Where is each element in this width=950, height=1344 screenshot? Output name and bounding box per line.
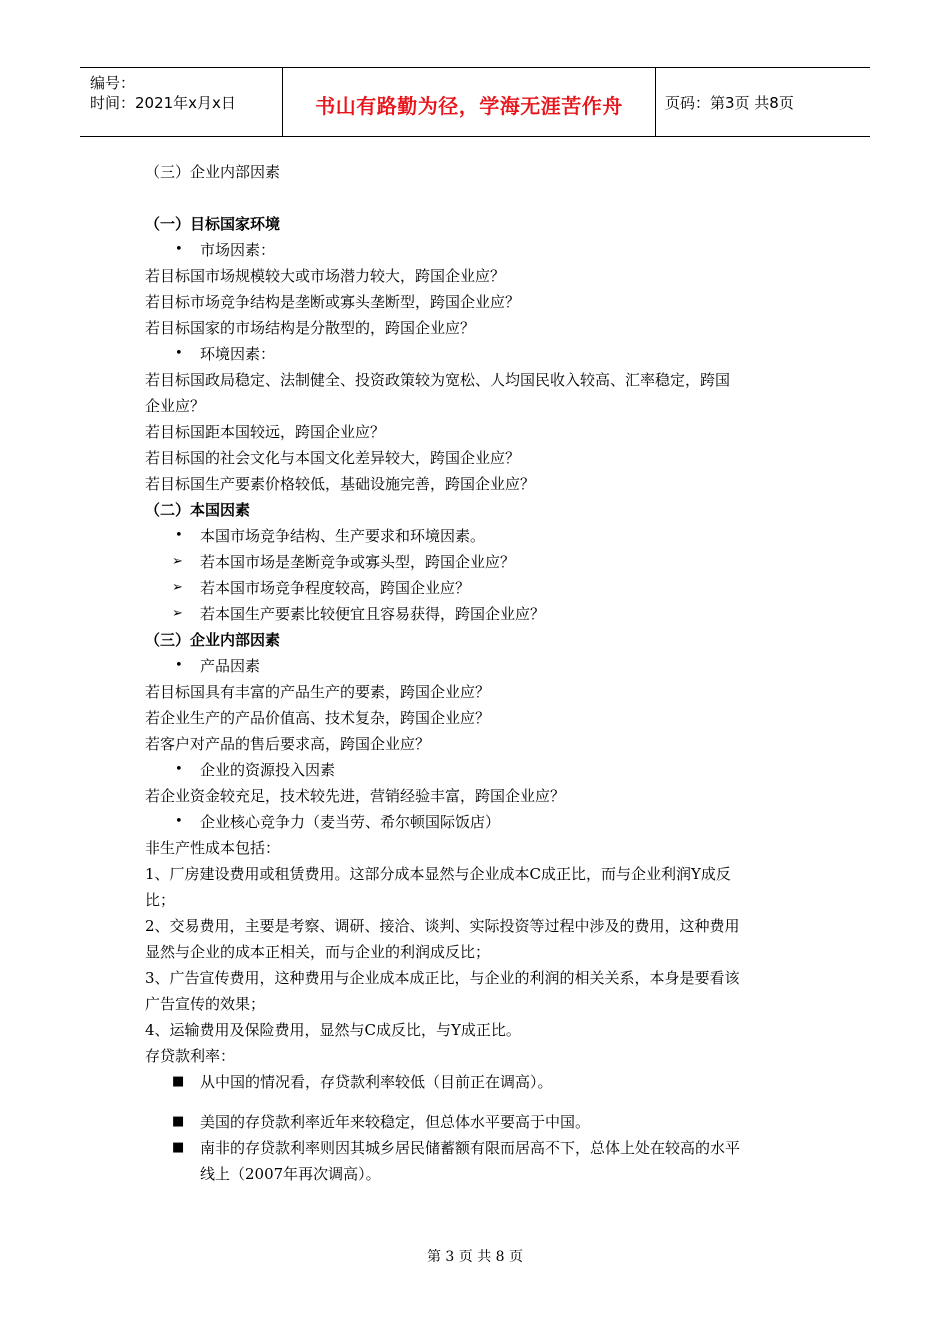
paragraph-line: 若目标国生产要素价格较低，基础设施完善，跨国企业应？: [145, 475, 536, 493]
paragraph-line: 若目标国家的市场结构是分散型的，跨国企业应？: [145, 319, 476, 337]
paragraph-line: 企业应？: [145, 397, 206, 415]
paragraph-line: 2、交易费用，主要是考察、调研、接洽、谈判、实际投资等过程中涉及的费用，这种费用: [145, 917, 740, 935]
bullet-item: 环境因素：: [200, 345, 276, 363]
header-motto-cell: [282, 68, 656, 136]
bullet-item: 企业的资源投入因素: [200, 761, 336, 779]
section-heading: （一）目标国家环境: [145, 215, 281, 233]
section-heading: （二）本国因素: [145, 501, 251, 519]
bullet-item: 若本国市场竞争程度较高，跨国企业应？: [200, 579, 471, 597]
paragraph-line: 广告宣传的效果；: [145, 995, 266, 1013]
document-date-label: 时间：2021年x月x日: [90, 94, 236, 112]
paragraph-line: 3、广告宣传费用，这种费用与企业成本成正比，与企业的利润的相关关系，本身是要看该: [145, 969, 740, 987]
bullet-item: 市场因素：: [200, 241, 276, 259]
arrow-bullet-icon: ➢: [172, 606, 183, 621]
square-bullet-icon: ■: [172, 1074, 185, 1089]
paragraph-line: 若目标国的社会文化与本国文化差异较大，跨国企业应？: [145, 449, 521, 467]
bullet-item: 企业核心竞争力（麦当劳、希尔顿国际饭店）: [200, 813, 501, 831]
paragraph-line: 若企业生产的产品价值高、技术复杂，跨国企业应？: [145, 709, 491, 727]
paragraph-line: 1、厂房建设费用或租赁费用。这部分成本显然与企业成本C成正比，而与企业利润Y成反: [145, 865, 731, 883]
bullet-item: 若本国市场是垄断竞争或寡头型，跨国企业应？: [200, 553, 516, 571]
header-page-cell: [655, 68, 870, 136]
arrow-bullet-icon: ➢: [172, 554, 183, 569]
paragraph-line: 显然与企业的成本正相关，而与企业的利润成反比；: [145, 943, 491, 961]
bullet-item: 美国的存贷款利率近年来较稳定，但总体水平要高于中国。: [200, 1113, 591, 1131]
paragraph-line: 4、运输费用及保险费用，显然与C成反比，与Y成正比。: [145, 1021, 521, 1039]
square-bullet-icon: ■: [172, 1114, 185, 1129]
bullet-dot-icon: •: [175, 658, 183, 673]
arrow-bullet-icon: ➢: [172, 580, 183, 595]
page-header: [80, 67, 870, 137]
paragraph-line: 若目标国具有丰富的产品生产的要素，跨国企业应？: [145, 683, 491, 701]
paragraph-line: 若目标国市场规模较大或市场潜力较大，跨国企业应？: [145, 267, 506, 285]
bullet-item: 产品因素: [200, 657, 261, 675]
bullet-item: 若本国生产要素比较便宜且容易获得，跨国企业应？: [200, 605, 546, 623]
bullet-item: 本国市场竞争结构、生产要求和环境因素。: [200, 527, 486, 545]
bullet-item: 从中国的情况看，存贷款利率较低（目前正在调高）。: [200, 1073, 553, 1091]
bullet-dot-icon: •: [175, 814, 183, 829]
bullet-dot-icon: •: [175, 528, 183, 543]
bullet-item-continuation: 线上（2007年再次调高）。: [200, 1165, 381, 1183]
section-heading: （三）企业内部因素: [145, 631, 281, 649]
document-number-label: 编号：: [90, 74, 136, 92]
paragraph-line: 若目标市场竞争结构是垄断或寡头垄断型，跨国企业应？: [145, 293, 521, 311]
paragraph-line: 比；: [145, 891, 176, 909]
bullet-dot-icon: •: [175, 242, 183, 257]
header-left-cell: [80, 68, 282, 136]
bullet-item: 南非的存贷款利率则因其城乡居民储蓄额有限而居高不下，总体上处在较高的水平: [200, 1139, 741, 1157]
section-heading: （三）企业内部因素: [145, 163, 281, 181]
bullet-dot-icon: •: [175, 762, 183, 777]
paragraph-line: 存贷款利率：: [145, 1047, 236, 1065]
square-bullet-icon: ■: [172, 1140, 185, 1155]
header-page-info: 页码：第3页 共8页: [665, 94, 794, 112]
paragraph-line: 若目标国距本国较远，跨国企业应？: [145, 423, 386, 441]
paragraph-line: 若目标国政局稳定、法制健全、投资政策较为宽松、人均国民收入较高、汇率稳定，跨国: [145, 371, 731, 389]
bullet-dot-icon: •: [175, 346, 183, 361]
page-footer: 第 3 页 共 8 页: [426, 1249, 524, 1265]
paragraph-line: 非生产性成本包括：: [145, 839, 281, 857]
paragraph-line: 若客户对产品的售后要求高，跨国企业应？: [145, 735, 431, 753]
header-motto: 书山有路勤为径，学海无涯苦作舟: [315, 94, 623, 118]
paragraph-line: 若企业资金较充足，技术较先进，营销经验丰富，跨国企业应？: [145, 787, 566, 805]
